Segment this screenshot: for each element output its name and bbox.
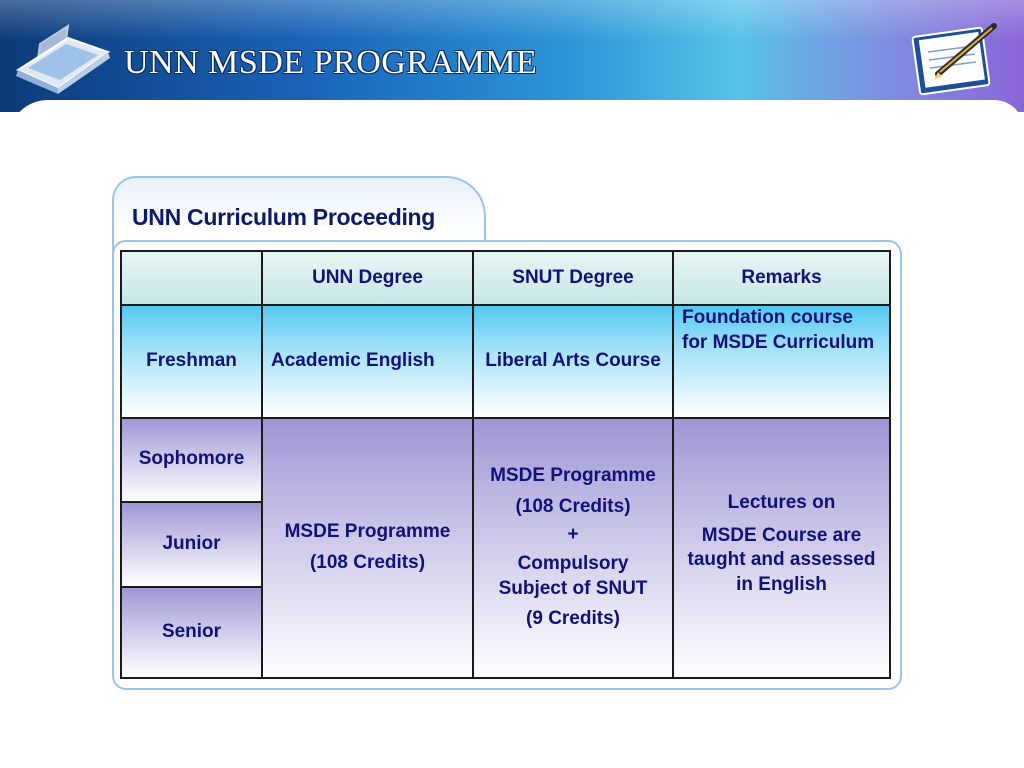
header-shine	[0, 0, 1024, 40]
table-header-blank	[120, 250, 263, 306]
page-title: UNN MSDE PROGRAMME	[124, 44, 538, 81]
table-header-snut: SNUT Degree	[472, 250, 674, 306]
freshman-remarks-line: Foundation course	[682, 307, 853, 328]
laptop-icon	[8, 18, 118, 98]
upper-remarks-line: Lectures on	[727, 492, 836, 513]
row-label-junior: Junior	[120, 501, 263, 588]
row-label-sophomore: Sophomore	[120, 417, 263, 503]
upper-snut-cell	[472, 417, 674, 679]
curriculum-table	[120, 250, 891, 679]
upper-snut-line: Subject of SNUT	[498, 577, 648, 599]
row-label-senior: Senior	[120, 586, 263, 679]
section-tab-label: UNN Curriculum Proceeding	[132, 204, 436, 230]
freshman-unn-cell: Academic English	[261, 304, 474, 419]
upper-remarks-cell	[672, 417, 891, 679]
upper-unn-cell	[261, 417, 474, 679]
freshman-snut-cell: Liberal Arts Course	[472, 304, 674, 419]
upper-snut-line: (9 Credits)	[526, 608, 620, 630]
upper-snut-line: (108 Credits)	[515, 495, 631, 517]
freshman-remarks-cell	[672, 304, 891, 419]
upper-unn-line: MSDE Programme	[284, 521, 451, 543]
notebook-pen-icon	[906, 18, 1006, 98]
upper-remarks-line: in English	[736, 574, 827, 596]
upper-remarks-line: MSDE Course are	[701, 524, 862, 546]
freshman-remarks-line: for MSDE Curriculum	[682, 331, 875, 353]
upper-snut-line: Compulsory	[517, 553, 629, 574]
upper-remarks-line: taught and assessed	[687, 549, 876, 571]
upper-snut-line: +	[567, 524, 579, 546]
upper-snut-line: MSDE Programme	[490, 464, 656, 486]
table-header-remarks: Remarks	[672, 250, 891, 306]
upper-unn-line: (108 Credits)	[309, 552, 426, 573]
row-label-freshman: Freshman	[120, 304, 263, 419]
table-header-unn: UNN Degree	[261, 250, 474, 306]
